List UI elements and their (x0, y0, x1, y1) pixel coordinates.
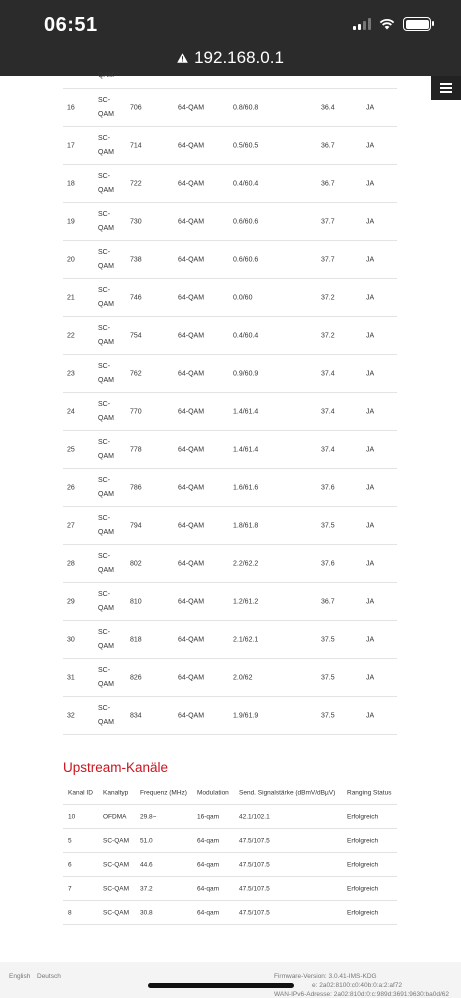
frequency: 738 (130, 256, 142, 263)
menu-line-icon (440, 91, 452, 93)
channel-type: SC-QAM (98, 134, 114, 156)
frequency: 778 (130, 446, 142, 453)
table-row (63, 317, 397, 355)
signalstaerke: 42.1/102.1 (239, 813, 270, 820)
language-deutsch-link[interactable]: Deutsch (37, 973, 61, 980)
modulation: 64-qam (197, 909, 220, 916)
kanal-id: 10 (68, 813, 76, 820)
power-level: 0.8/60.8 (233, 104, 259, 111)
lock-status: JA (366, 484, 375, 491)
power-level: 2.1/62.1 (233, 636, 259, 643)
ranging-status: Erfolgreich (347, 837, 379, 844)
table-row (63, 127, 397, 165)
channel-id: 30 (67, 636, 75, 643)
lock-status: JA (366, 598, 375, 605)
power-level: 1.4/61.4 (233, 408, 259, 415)
upstream-table-header (63, 781, 397, 805)
modulation: 64-QAM (178, 408, 205, 415)
channel-id: 21 (67, 294, 75, 301)
downstream-table (63, 62, 397, 735)
lock-status: JA (366, 674, 375, 681)
channel-type: SC-QAM (98, 324, 114, 346)
modulation: 64-qam (197, 885, 220, 892)
modulation: 64-qam (197, 861, 220, 868)
power-level: 0.5/60.5 (233, 142, 259, 149)
column-header-kanaltyp: Kanaltyp (103, 789, 129, 796)
ipv6-address: e: 2a02:8100:c0:40b:0:a:2:af72 (312, 982, 402, 989)
snr: 37.2 (321, 294, 335, 301)
snr: 37.6 (321, 560, 335, 567)
frequency: 834 (130, 712, 142, 719)
channel-id: 17 (67, 142, 75, 149)
kanal-id: 7 (68, 885, 72, 892)
channel-type: SC-QAM (98, 666, 114, 688)
modulation: 64-QAM (178, 332, 205, 339)
column-header-kanal-id: Kanal ID (68, 789, 93, 796)
table-row (63, 203, 397, 241)
frequency: 826 (130, 674, 142, 681)
wifi-icon (379, 18, 395, 30)
wan-ipv6-address: WAN-IPv6-Adresse: 2a02:810d:0:c:989d:3691:9630:ba0d/62 (274, 991, 450, 998)
power-level: 0.6/60.6 (233, 256, 259, 263)
table-row (63, 829, 397, 853)
power-level: 0.0/60 (233, 294, 253, 301)
channel-type: QAM (98, 72, 114, 79)
snr: 37.4 (321, 446, 335, 453)
signalstaerke: 47.5/107.5 (239, 885, 270, 892)
table-row (63, 241, 397, 279)
channel-id: 27 (67, 522, 75, 529)
table-row (63, 659, 397, 697)
snr: 37.5 (321, 674, 335, 681)
lock-status: JA (366, 522, 375, 529)
channel-id: 23 (67, 370, 75, 377)
snr: 37.4 (321, 408, 335, 415)
frequency: 706 (130, 104, 142, 111)
lock-status: JA (366, 370, 375, 377)
frequency: 714 (130, 142, 142, 149)
upstream-section-title: Upstream-Kanäle (63, 760, 169, 775)
modulation: 64-qam (197, 837, 220, 844)
frequency: 802 (130, 560, 142, 567)
modulation: 64-QAM (178, 598, 205, 605)
frequency: 770 (130, 408, 142, 415)
frequency: 818 (130, 636, 142, 643)
table-row (63, 697, 397, 735)
channel-id: 32 (67, 712, 75, 719)
channel-type: SC-QAM (98, 210, 114, 232)
modulation: 64-QAM (178, 636, 205, 643)
modulation: 64-QAM (178, 142, 205, 149)
table-row (63, 805, 397, 829)
channel-id: 31 (67, 674, 75, 681)
snr: 37.5 (321, 522, 335, 529)
power-level: 1.6/61.6 (233, 484, 259, 491)
modulation: 64-QAM (178, 446, 205, 453)
modulation: 64-QAM (178, 712, 205, 719)
power-level: 1.4/61.4 (233, 446, 259, 453)
channel-id: 20 (67, 256, 75, 263)
column-header-modulation: Modulation (197, 789, 229, 796)
kanal-id: 8 (68, 909, 72, 916)
kanaltyp: OFDMA (103, 813, 127, 820)
status-time: 06:51 (44, 14, 98, 36)
table-row (63, 393, 397, 431)
channel-type: SC-QAM (98, 476, 114, 498)
hamburger-menu-button[interactable] (431, 76, 461, 100)
lock-status: JA (366, 636, 375, 643)
frequenz: 44.6 (140, 861, 153, 868)
modulation: 64-QAM (178, 104, 205, 111)
menu-line-icon (440, 83, 452, 85)
modulation: 64-QAM (178, 484, 205, 491)
modulation: 64-QAM (178, 370, 205, 377)
snr: 37.5 (321, 636, 335, 643)
table-row (63, 901, 397, 925)
channel-id: 19 (67, 218, 75, 225)
ranging-status: Erfolgreich (347, 861, 379, 868)
channel-id: 22 (67, 332, 75, 339)
kanaltyp: SC-QAM (103, 909, 129, 916)
channel-type: SC-QAM (98, 96, 114, 118)
channel-id: 18 (67, 180, 75, 187)
modulation: 64-QAM (178, 256, 205, 263)
lock-status: JA (366, 712, 375, 719)
channel-type: SC-QAM (98, 628, 114, 650)
frequency: 730 (130, 218, 142, 225)
channel-type: SC-QAM (98, 438, 114, 460)
channel-id: 26 (67, 484, 75, 491)
kanaltyp: SC-QAM (103, 885, 129, 892)
channel-type: SC-QAM (98, 172, 114, 194)
menu-line-icon (440, 87, 452, 89)
frequenz: 30.8 (140, 909, 153, 916)
lock-status: JA (366, 408, 375, 415)
snr: 37.7 (321, 218, 335, 225)
page-footer (0, 962, 461, 998)
channel-type: SC-QAM (98, 704, 114, 726)
kanal-id: 6 (68, 861, 72, 868)
battery-icon (403, 17, 431, 31)
channel-id: 25 (67, 446, 75, 453)
table-row (63, 165, 397, 203)
language-english-link[interactable]: English (9, 973, 31, 980)
frequenz: 51.0 (140, 837, 153, 844)
kanaltyp: SC-QAM (103, 837, 129, 844)
ranging-status: Erfolgreich (347, 813, 379, 820)
signalstaerke: 47.5/107.5 (239, 909, 270, 916)
table-row (63, 507, 397, 545)
power-level: 1.9/61.9 (233, 712, 259, 719)
table-row (63, 545, 397, 583)
snr: 37.6 (321, 484, 335, 491)
kanal-id: 5 (68, 837, 72, 844)
snr: 36.7 (321, 180, 335, 187)
signalstaerke: 47.5/107.5 (239, 837, 270, 844)
power-level: 2.0/62 (233, 674, 253, 681)
downstream-rows (63, 89, 397, 735)
snr: 37.4 (321, 370, 335, 377)
channel-type: SC-QAM (98, 248, 114, 270)
channel-id: 28 (67, 560, 75, 567)
modulation: 64-QAM (178, 218, 205, 225)
lock-status: JA (366, 142, 375, 149)
power-level: 0.9/60.9 (233, 370, 259, 377)
frequency: 810 (130, 598, 142, 605)
power-level: 2.2/62.2 (233, 560, 259, 567)
lock-status: JA (366, 294, 375, 301)
channel-id: 16 (67, 104, 75, 111)
channel-type: SC-QAM (98, 552, 114, 574)
frequency: 722 (130, 180, 142, 187)
channel-type: SC-QAM (98, 400, 114, 422)
channel-id: 24 (67, 408, 75, 415)
power-level: 1.2/61.2 (233, 598, 259, 605)
snr: 36.4 (321, 104, 335, 111)
channel-type: SC-QAM (98, 514, 114, 536)
ranging-status: Erfolgreich (347, 885, 379, 892)
cellular-signal-icon (353, 18, 371, 30)
table-row (63, 877, 397, 901)
table-row (63, 853, 397, 877)
url-text: 192.168.0.1 (194, 48, 284, 67)
channel-type: SC-QAM (98, 362, 114, 384)
channel-id: 29 (67, 598, 75, 605)
table-row (63, 89, 397, 127)
lock-status: JA (366, 256, 375, 263)
snr: 37.5 (321, 712, 335, 719)
firmware-version: Firmware-Version: 3.0.41-IMS-KDG (274, 973, 377, 980)
lock-status: JA (366, 218, 375, 225)
ranging-status: Erfolgreich (347, 909, 379, 916)
snr: 36.7 (321, 598, 335, 605)
channel-type: SC-QAM (98, 286, 114, 308)
modulation: 64-QAM (178, 560, 205, 567)
column-header-frequenz: Frequenz (MHz) (140, 789, 187, 796)
table-row (63, 355, 397, 393)
table-row (63, 469, 397, 507)
frequency: 746 (130, 294, 142, 301)
modulation: 64-QAM (178, 294, 205, 301)
column-header-ranging-status: Ranging Status (347, 789, 392, 796)
table-row (63, 279, 397, 317)
frequency: 786 (130, 484, 142, 491)
snr: 37.2 (321, 332, 335, 339)
modulation: 16-qam (197, 813, 220, 820)
kanaltyp: SC-QAM (103, 861, 129, 868)
snr: 36.7 (321, 142, 335, 149)
lock-status: JA (366, 446, 375, 453)
frequenz: 37.2 (140, 885, 153, 892)
lock-status: JA (366, 560, 375, 567)
column-header-signalstaerke: Send. Signalstärke (dBmV/dBµV) (239, 789, 336, 796)
signalstaerke: 47.5/107.5 (239, 861, 270, 868)
power-level: 0.4/60.4 (233, 332, 259, 339)
modulation: 64-QAM (178, 674, 205, 681)
modulation: 64-QAM (178, 522, 205, 529)
lock-status: JA (366, 332, 375, 339)
frequency: 794 (130, 522, 142, 529)
frequenz: 29.8~ (140, 813, 157, 820)
lock-status: JA (366, 180, 375, 187)
table-row (63, 431, 397, 469)
snr: 37.7 (321, 256, 335, 263)
upstream-table (63, 781, 397, 925)
power-level: 0.4/60.4 (233, 180, 259, 187)
power-level: 1.8/61.8 (233, 522, 259, 529)
table-row (63, 62, 397, 89)
status-icons (353, 17, 431, 31)
frequency: 754 (130, 332, 142, 339)
power-level: 0.6/60.6 (233, 218, 259, 225)
channel-type: SC-QAM (98, 590, 114, 612)
lock-status: JA (366, 104, 375, 111)
table-row (63, 621, 397, 659)
frequency: 762 (130, 370, 142, 377)
home-indicator (148, 983, 294, 988)
upstream-rows (63, 805, 397, 925)
modulation: 64-QAM (178, 180, 205, 187)
table-row (63, 583, 397, 621)
